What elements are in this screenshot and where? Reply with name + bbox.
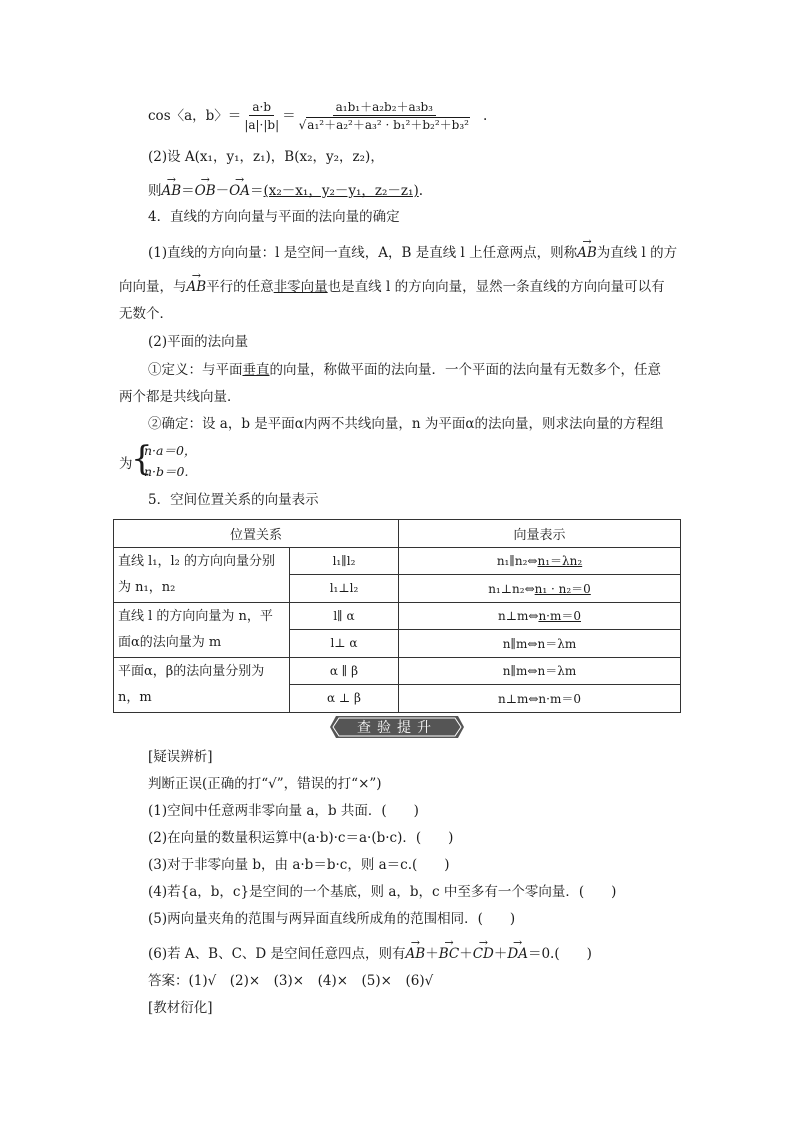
judge-intro: 判断正误(正确的打“√”，错误的打“×”) — [148, 776, 382, 792]
para-direction-vector-3: 无数个． — [119, 306, 173, 322]
text: ＋ — [459, 946, 473, 962]
error-analysis-heading: [疑误辨析] — [148, 749, 213, 765]
vector-ab-formula — [148, 181, 423, 201]
coordinate-denominator: √a₁²＋a₂²＋a₃² · b₁²＋b₂²＋b₃² — [298, 117, 469, 132]
text: n⊥m⇔ — [497, 609, 539, 624]
system-equation-1: n·a＝0， — [144, 443, 197, 458]
system-brace: { — [131, 439, 153, 479]
text: ＋ — [425, 946, 439, 962]
vector-ab: → AB — [406, 944, 426, 964]
text: ＝0.( ) — [527, 946, 592, 962]
text: － — [215, 183, 230, 199]
group-label-cell — [114, 602, 290, 657]
question-6 — [148, 944, 592, 964]
coordinate-difference: (x₂－x₁，y₂－y₁，z₂－z₁) — [263, 183, 419, 199]
table-header-row — [114, 520, 681, 548]
text: 平行的任意 — [206, 279, 274, 295]
underlined-term: 非零向量 — [273, 279, 328, 295]
vector-cell — [399, 575, 681, 603]
banner-title: 查验提升 — [357, 720, 437, 736]
relation-cell: α ⊥ β — [290, 685, 399, 713]
vector-ob: → OB — [195, 181, 216, 201]
text: n，m — [118, 689, 152, 705]
point-coordinates-line: (2)设 A(x₁，y₁，z₁)，B(x₂，y₂，z₂)， — [148, 149, 384, 165]
cosine-formula — [148, 98, 487, 138]
table-row — [114, 602, 681, 630]
normal-vector-definition-2: 两个都是共线向量． — [119, 389, 241, 405]
underlined-term: n₁ · n₂＝0 — [534, 581, 591, 596]
vector-cell: n∥m⇔n＝λm — [399, 630, 681, 658]
text: 为 n₁，n₂ — [118, 579, 176, 595]
para-direction-vector-1 — [148, 243, 677, 263]
para-direction-vector-2 — [119, 277, 665, 297]
text: 向向量，与 — [119, 279, 187, 295]
equals-sign: ＝ — [282, 108, 296, 124]
vector-ab: → AB — [187, 277, 207, 297]
normal-vector-heading: (2)平面的法向量 — [148, 334, 249, 350]
relation-cell: l₁⊥l₂ — [290, 575, 399, 603]
fraction-numerator: a·b — [249, 100, 274, 116]
table-header-cell: 位置关系 — [114, 520, 399, 548]
question-1: (1)空间中任意两非零向量 a，b 共面．( ) — [148, 803, 419, 819]
normal-vector-system-label: 为 — [119, 456, 133, 472]
text: n₁∥n₂⇔ — [496, 554, 538, 569]
relation-cell: l⊥ α — [290, 630, 399, 658]
table-row — [114, 547, 681, 575]
vector-cell: n∥m⇔n＝λm — [399, 657, 681, 685]
system-equation-2: n·b＝0. — [144, 464, 189, 479]
fraction-coordinates — [296, 100, 473, 134]
question-3: (3)对于非零向量 b，由 a·b＝b·c，则 a＝c.( ) — [148, 857, 450, 873]
text: (1)直线的方向向量：l 是空间一直线，A，B 是直线 l 上任意两点，则称 — [148, 245, 578, 261]
formula-end: . — [482, 108, 488, 124]
relation-cell: α ∥ β — [290, 657, 399, 685]
text: n₁⊥n₂⇔ — [488, 581, 535, 596]
section-5-heading: 5．空间位置关系的向量表示 — [148, 492, 319, 508]
relation-table — [113, 519, 681, 713]
sqrt-denominator: a₁²＋a₂²＋a₃² · b₁²＋b₂²＋b₃² — [307, 117, 469, 132]
fraction-denominator: |a|·|b| — [244, 117, 280, 132]
vector-oa: → OA — [229, 181, 250, 201]
textbook-derivation-heading: [教材衍化] — [148, 1000, 213, 1016]
text: 平面α，β的法向量分别为 — [118, 663, 265, 679]
underlined-term: n·m＝0 — [538, 609, 581, 624]
text: 则 — [148, 183, 162, 199]
vector-da: → DA — [507, 944, 528, 964]
vector-ab: → AB — [577, 243, 597, 263]
underlined-term: 垂直 — [242, 362, 270, 378]
vector-cd: → CD — [473, 944, 494, 964]
vector-cell: n⊥m⇔n·m＝0 — [399, 685, 681, 713]
group-label-cell — [114, 657, 290, 712]
answer-line: 答案：(1)√ (2)× (3)× (4)× (5)× (6)√ — [148, 973, 434, 989]
text: ＝ — [181, 183, 195, 199]
section-4-heading: 4．直线的方向向量与平面的法向量的确定 — [148, 209, 400, 225]
underlined-term: n₁＝λn₂ — [537, 554, 583, 569]
question-2: (2)在向量的数量积运算中(a·b)·c＝a·(b·c)．( ) — [148, 830, 454, 846]
text: 直线 l 的方向向量为 n，平 — [118, 608, 273, 624]
vector-ab: → AB — [162, 181, 182, 201]
section-banner — [330, 716, 464, 738]
vector-cell — [399, 547, 681, 575]
text: 的向量，称做平面的法向量．一个平面的法向量有无数多个，任意 — [269, 362, 661, 378]
text: 也是直线 l 的方向向量，显然一条直线的方向向量可以有 — [327, 279, 665, 295]
coordinate-numerator: a₁b₁＋a₂b₂＋a₃b₃ — [333, 100, 436, 116]
normal-vector-definition-1 — [148, 360, 661, 380]
question-5: (5)两向量夹角的范围与两异面直线所成角的范围相同．( ) — [148, 911, 516, 927]
vector-cell — [399, 602, 681, 630]
text: 面α的法向量为 m — [118, 634, 222, 650]
fraction-dot-over-norms — [241, 100, 282, 134]
vector-bc: → BC — [439, 944, 460, 964]
text: . — [418, 183, 424, 199]
table-header-cell: 向量表示 — [399, 520, 681, 548]
relation-cell: l∥ α — [290, 602, 399, 630]
cosine-lhs: cos〈a，b〉＝ — [148, 108, 242, 124]
text: ①定义：与平面 — [148, 362, 243, 378]
group-label-cell — [114, 547, 290, 602]
text: (6)若 A、B、C、D 是空间任意四点，则有 — [148, 946, 406, 962]
text: 直线 l₁，l₂ 的方向向量分别 — [118, 553, 276, 569]
text: ＋ — [493, 946, 508, 962]
question-4: (4)若{a，b，c}是空间的一个基底，则 a，b，c 中至多有一个零向量．( ) — [148, 884, 617, 900]
table-row — [114, 657, 681, 685]
text: ＝ — [250, 183, 264, 199]
normal-vector-determination: ②确定：设 a，b 是平面α内两不共线向量，n 为平面α的法向量，则求法向量的方程组 — [148, 416, 664, 432]
relation-cell: l₁∥l₂ — [290, 547, 399, 575]
text: 为直线 l 的方 — [596, 245, 678, 261]
